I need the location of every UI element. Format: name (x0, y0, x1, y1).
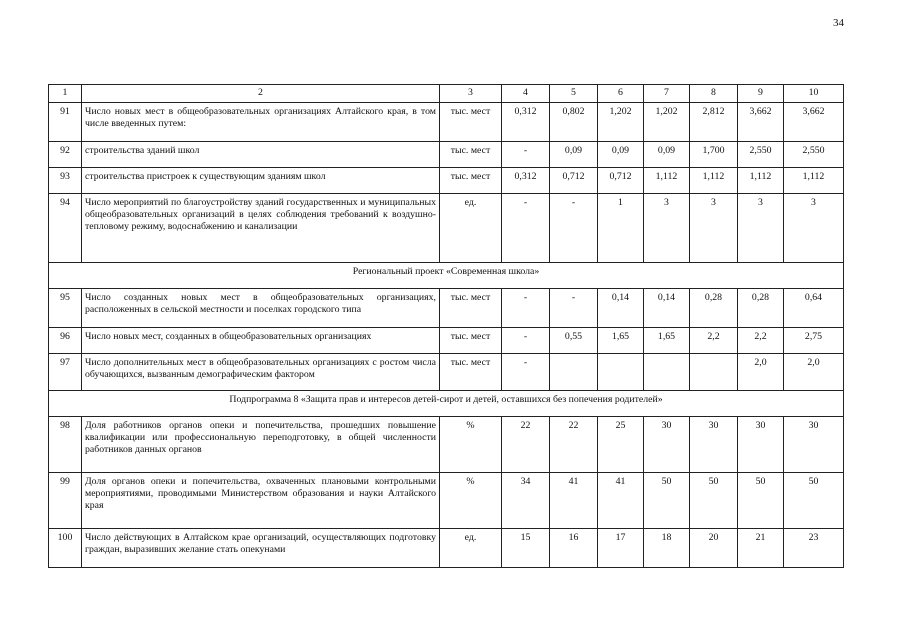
value-cell: 41 (550, 473, 598, 529)
value-cell (598, 354, 644, 391)
value-cell (690, 354, 738, 391)
table-header-row (49, 85, 844, 103)
value-cell: 34 (502, 473, 550, 529)
value-cell: 15 (502, 529, 550, 568)
indicator-description: Число новых мест, созданных в общеобразовательных организациях (82, 328, 440, 354)
value-cell: 0,28 (738, 289, 784, 328)
value-cell: 2,550 (784, 142, 844, 168)
unit-cell: % (440, 417, 502, 473)
indicator-description: Число созданных новых мест в общеобразовательных организациях, расположенных в сельской местности и поселках городского типа (82, 289, 440, 328)
value-cell: 3 (738, 194, 784, 263)
value-cell: 3 (644, 194, 690, 263)
value-cell: 0,802 (550, 103, 598, 142)
value-cell: 3 (784, 194, 844, 263)
value-cell: 0,28 (690, 289, 738, 328)
value-cell: 1,112 (738, 168, 784, 194)
table-row (49, 168, 844, 194)
value-cell: 1,202 (644, 103, 690, 142)
value-cell: 0,312 (502, 103, 550, 142)
value-cell: 0,14 (644, 289, 690, 328)
value-cell: 22 (502, 417, 550, 473)
unit-cell: % (440, 473, 502, 529)
value-cell: 22 (550, 417, 598, 473)
table-row (49, 473, 844, 529)
value-cell (550, 354, 598, 391)
value-cell: - (502, 354, 550, 391)
value-cell: 0,64 (784, 289, 844, 328)
value-cell: - (550, 289, 598, 328)
value-cell: 0,55 (550, 328, 598, 354)
unit-cell: тыс. мест (440, 354, 502, 391)
value-cell: 50 (644, 473, 690, 529)
row-number: 99 (49, 473, 82, 529)
value-cell: 1 (598, 194, 644, 263)
value-cell: 2,2 (738, 328, 784, 354)
indicator-description: Число действующих в Алтайском крае организаций, осуществляющих подготовку граждан, выразивших желание стать опекунами (82, 529, 440, 568)
value-cell: 30 (690, 417, 738, 473)
value-cell: 1,202 (598, 103, 644, 142)
unit-cell: тыс. мест (440, 168, 502, 194)
section-title: Подпрограмма 8 «Защита прав и интересов детей-сирот и детей, оставшихся без попечения родителей» (49, 391, 844, 417)
unit-cell: ед. (440, 194, 502, 263)
table-row (49, 328, 844, 354)
value-cell (644, 354, 690, 391)
value-cell: 2,75 (784, 328, 844, 354)
column-header: 10 (784, 85, 844, 103)
value-cell: 25 (598, 417, 644, 473)
table-row (49, 289, 844, 328)
column-header: 4 (502, 85, 550, 103)
value-cell: 1,65 (598, 328, 644, 354)
table-row (49, 103, 844, 142)
section-row (49, 263, 844, 289)
value-cell: - (550, 194, 598, 263)
value-cell: 16 (550, 529, 598, 568)
indicator-description: Доля органов опеки и попечительства, охваченных плановыми контрольными мероприятиями, проводимыми Министерством образования и науки Алтайского края (82, 473, 440, 529)
column-header: 6 (598, 85, 644, 103)
value-cell: 41 (598, 473, 644, 529)
row-number: 96 (49, 328, 82, 354)
section-title: Региональный проект «Современная школа» (49, 263, 844, 289)
value-cell: 1,112 (784, 168, 844, 194)
value-cell: 3,662 (784, 103, 844, 142)
value-cell: 50 (690, 473, 738, 529)
row-number: 97 (49, 354, 82, 391)
value-cell: 1,112 (644, 168, 690, 194)
value-cell: 30 (784, 417, 844, 473)
value-cell: 0,712 (598, 168, 644, 194)
value-cell: 18 (644, 529, 690, 568)
column-header: 2 (82, 85, 440, 103)
table-row (49, 142, 844, 168)
value-cell: 2,550 (738, 142, 784, 168)
column-header: 8 (690, 85, 738, 103)
value-cell: 0,712 (550, 168, 598, 194)
unit-cell: ед. (440, 529, 502, 568)
value-cell: 3 (690, 194, 738, 263)
column-header: 7 (644, 85, 690, 103)
value-cell: 30 (644, 417, 690, 473)
row-number: 91 (49, 103, 82, 142)
value-cell: 0,09 (644, 142, 690, 168)
row-number: 95 (49, 289, 82, 328)
value-cell: - (502, 328, 550, 354)
value-cell: 30 (738, 417, 784, 473)
value-cell: 3,662 (738, 103, 784, 142)
table-row (49, 354, 844, 391)
value-cell: 17 (598, 529, 644, 568)
unit-cell: тыс. мест (440, 289, 502, 328)
value-cell: 1,112 (690, 168, 738, 194)
value-cell: 50 (738, 473, 784, 529)
table-row (49, 194, 844, 263)
value-cell: 1,700 (690, 142, 738, 168)
indicators-table (48, 84, 844, 568)
row-number: 93 (49, 168, 82, 194)
indicator-description: Число мероприятий по благоустройству зданий государственных и муниципальных общеобразовательных организаций в целях соблюдения требований к воздушно-тепловому режиму, водоснабжению и канализации (82, 194, 440, 263)
column-header: 5 (550, 85, 598, 103)
value-cell: 50 (784, 473, 844, 529)
column-header: 3 (440, 85, 502, 103)
indicator-description: Число дополнительных мест в общеобразовательных организациях с ростом числа обучающихся, вызванным демографическим фактором (82, 354, 440, 391)
value-cell: 0,09 (598, 142, 644, 168)
unit-cell: тыс. мест (440, 328, 502, 354)
value-cell: 0,09 (550, 142, 598, 168)
value-cell: - (502, 142, 550, 168)
value-cell: 21 (738, 529, 784, 568)
page-number: 34 (833, 17, 844, 29)
table-row (49, 529, 844, 568)
row-number: 92 (49, 142, 82, 168)
unit-cell: тыс. мест (440, 142, 502, 168)
value-cell: 0,14 (598, 289, 644, 328)
row-number: 98 (49, 417, 82, 473)
value-cell: 2,0 (784, 354, 844, 391)
value-cell: 2,0 (738, 354, 784, 391)
row-number: 100 (49, 529, 82, 568)
indicator-description: строительства зданий школ (82, 142, 440, 168)
column-header: 9 (738, 85, 784, 103)
value-cell: 2,812 (690, 103, 738, 142)
indicator-description: Доля работников органов опеки и попечительства, прошедших повышение квалификации или профессиональную переподготовку, в общей численности работников данных органов (82, 417, 440, 473)
value-cell: 0,312 (502, 168, 550, 194)
row-number: 94 (49, 194, 82, 263)
value-cell: - (502, 289, 550, 328)
indicator-description: Число новых мест в общеобразовательных организациях Алтайского края, в том числе введенных путем: (82, 103, 440, 142)
indicator-description: строительства пристроек к существующим зданиям школ (82, 168, 440, 194)
value-cell: - (502, 194, 550, 263)
column-header: 1 (49, 85, 82, 103)
value-cell: 23 (784, 529, 844, 568)
value-cell: 20 (690, 529, 738, 568)
unit-cell: тыс. мест (440, 103, 502, 142)
section-row (49, 391, 844, 417)
value-cell: 2,2 (690, 328, 738, 354)
table-row (49, 417, 844, 473)
value-cell: 1,65 (644, 328, 690, 354)
